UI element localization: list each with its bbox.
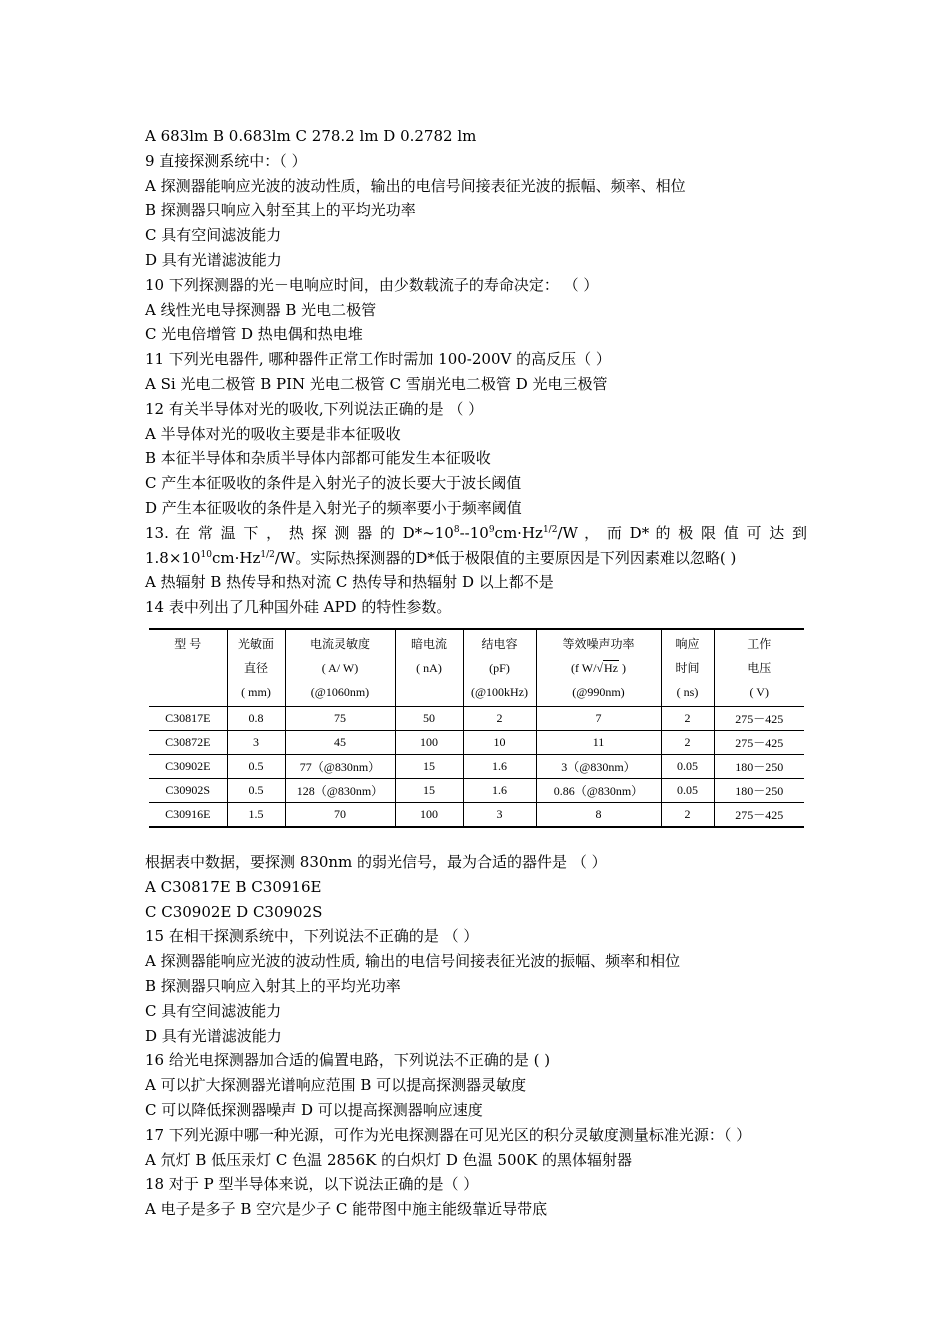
table-cell: 15: [395, 754, 463, 778]
table-cell: 50: [395, 706, 463, 730]
table-row: [149, 778, 804, 802]
text-line: D 产生本征吸收的条件是入射光子的频率要小于频率阈值: [145, 498, 522, 517]
nep-unit-sqrt: Hz: [604, 660, 619, 675]
table-cell: 2: [463, 706, 536, 730]
nep-unit-prefix: (f W/: [570, 660, 597, 675]
table-body: [149, 706, 804, 827]
table-header-cell: [395, 629, 463, 707]
header-line: (@990nm): [572, 684, 625, 699]
table-cell: 0.8: [227, 706, 285, 730]
header-line: 响应: [675, 636, 700, 651]
table-header-cell: [227, 629, 285, 707]
table-cell: 180－250: [714, 754, 804, 778]
table-header-cell: [463, 629, 536, 707]
table-cell: 3: [227, 730, 285, 754]
table-header-cell: [149, 629, 227, 707]
text-line: A 线性光电导探测器 B 光电二极管: [145, 300, 377, 319]
table-cell: C30902S: [149, 778, 227, 802]
header-line: ( mm): [241, 684, 271, 699]
text-line: A 电子是多子 B 空穴是少子 C 能带图中施主能级靠近导带底: [145, 1200, 548, 1219]
header-line: (pF): [489, 660, 510, 675]
text-line: A C30817E B C30916E: [145, 877, 322, 896]
header-line: 光敏面: [237, 636, 274, 651]
exam-page: [145, 124, 807, 1222]
header-line: [149, 680, 227, 704]
table-cell: 7: [536, 706, 661, 730]
table-cell: 1.6: [463, 754, 536, 778]
table-cell: 10: [463, 730, 536, 754]
header-line: (@1060nm): [310, 684, 370, 699]
text-line: 根据表中数据，要探测 830nm 的弱光信号，最为合适的器件是 （ ）: [145, 852, 607, 871]
table-cell: 275－425: [714, 802, 804, 827]
table-cell: 275－425: [714, 706, 804, 730]
table-cell: 2: [661, 802, 714, 827]
table-cell: 128（@830nm）: [285, 778, 395, 802]
table-cell: 77（@830nm）: [285, 754, 395, 778]
question-13-line-1: 13. 在 常 温 下 ， 热 探 测 器 的 $D*\sim 10^8--10^9cm\cdot Hz^{1/2}/W$ ， 而 D* 的 极 限 值 可 达 到: [145, 523, 807, 542]
header-line: 电流灵敏度: [309, 636, 370, 651]
text-line: 15 在相干探测系统中，下列说法不正确的是 （ ）: [145, 927, 479, 946]
table-row: [149, 802, 804, 827]
text-line: 16 给光电探测器加合适的偏置电路，下列说法不正确的是 ( ): [145, 1051, 551, 1070]
header-line: ( ns): [676, 684, 699, 699]
text-line: A 683lm B 0.683lm C 278.2 lm D 0.2782 lm: [145, 127, 477, 145]
table-cell: 0.5: [227, 754, 285, 778]
question-13: [145, 521, 807, 571]
nep-unit-suffix: ): [619, 660, 627, 675]
table-header-cell: [536, 629, 661, 707]
text-line: A 半导体对光的吸收主要是非本征吸收: [145, 424, 401, 443]
table-cell: 100: [395, 730, 463, 754]
table-cell: 15: [395, 778, 463, 802]
table-cell: C30872E: [149, 730, 227, 754]
table-cell: 75: [285, 706, 395, 730]
table-header-cell: [661, 629, 714, 707]
table-cell: 0.05: [661, 754, 714, 778]
header-line: 时间: [675, 660, 700, 675]
table-header-row: [149, 629, 804, 707]
table-cell: 3（@830nm）: [536, 754, 661, 778]
table-row: [149, 730, 804, 754]
header-line: 结电容: [481, 636, 518, 651]
table-cell: 2: [661, 730, 714, 754]
text-line: B 探测器只响应入射至其上的平均光功率: [145, 201, 416, 220]
table-cell: 8: [536, 802, 661, 827]
question-13-options-and-14: [145, 570, 807, 620]
header-line: ( nA): [416, 660, 442, 675]
text-line: C C30902E D C30902S: [145, 902, 323, 921]
text-line: 18 对于 P 型半导体来说，以下说法正确的是（ ）: [145, 1175, 479, 1194]
header-line: 直径: [243, 660, 268, 675]
question-13-line-2: $1.8\times 10^{10}cm\cdot Hz^{1/2}/W$。实际热探测器的D*低于极限值的主要原因是下列因素难以忽略( ): [145, 548, 737, 567]
text-line: A 热辐射 B 热传导和热对流 C 热传导和热辐射 D 以上都不是: [145, 573, 554, 592]
text-line: 10 下列探测器的光－电响应时间，由少数载流子的寿命决定： （ ）: [145, 275, 599, 294]
header-line: 工作: [747, 636, 772, 651]
header-line: ( V): [749, 684, 769, 699]
table-row: [149, 706, 804, 730]
header-line: (@100kHz): [470, 684, 529, 699]
text-line: C 具有空间滤波能力: [145, 1001, 282, 1020]
text-line: A 探测器能响应光波的波动性质，输出的电信号间接表征光波的振幅、频率、相位: [145, 176, 686, 195]
table-cell: 45: [285, 730, 395, 754]
header-line: 暗电流: [410, 636, 447, 651]
header-line: [149, 656, 227, 680]
table-cell: 11: [536, 730, 661, 754]
table-header-cell: [714, 629, 804, 707]
text-line: A Si 光电二极管 B PIN 光电二极管 C 雪崩光电二极管 D 光电三极管: [145, 374, 608, 393]
text-line: 17 下列光源中哪一种光源，可作为光电探测器在可见光区的积分灵敏度测量标准光源：（ ）: [145, 1125, 752, 1144]
header-line: 电压: [747, 660, 772, 675]
table-cell: 2: [661, 706, 714, 730]
header-line: 等效噪声功率: [562, 636, 635, 651]
text-line: D 具有光谱滤波能力: [145, 250, 282, 269]
text-line: B 本征半导体和杂质半导体内部都可能发生本征吸收: [145, 449, 491, 468]
text-line: 11 下列光电器件, 哪种器件正常工作时需加 100-200V 的高反压（ ）: [145, 350, 611, 369]
apd-parameter-table: [149, 628, 804, 828]
table-cell: 1.6: [463, 778, 536, 802]
text-line: A 氘灯 B 低压汞灯 C 色温 2856K 的白炽灯 D 色温 500K 的黑体辐射器: [145, 1150, 633, 1169]
sqrt-symbol: √: [596, 660, 604, 675]
text-line: C 产生本征吸收的条件是入射光子的波长要大于波长阈值: [145, 474, 522, 493]
table-cell: 0.05: [661, 778, 714, 802]
text-line: B 探测器只响应入射其上的平均光功率: [145, 976, 401, 995]
questions-8-to-12: [145, 124, 807, 521]
text-line: C 可以降低探测器噪声 D 可以提高探测器响应速度: [145, 1100, 483, 1119]
table-header-cell: [285, 629, 395, 707]
table-cell: C30817E: [149, 706, 227, 730]
text-line: C 光电倍增管 D 热电偶和热电堆: [145, 325, 363, 344]
header-line: ( A/ W): [321, 660, 359, 675]
table-cell: 275－425: [714, 730, 804, 754]
text-line: A 可以扩大探测器光谱响应范围 B 可以提高探测器灵敏度: [145, 1076, 527, 1095]
table-cell: 0.5: [227, 778, 285, 802]
text-line: A 探测器能响应光波的波动性质, 输出的电信号间接表征光波的振幅、频率和相位: [145, 952, 681, 971]
text-line: 14 表中列出了几种国外硅 APD 的特性参数。: [145, 598, 452, 617]
table-cell: C30902E: [149, 754, 227, 778]
header-line: 型 号: [174, 636, 202, 651]
table-cell: 1.5: [227, 802, 285, 827]
text-line: C 具有空间滤波能力: [145, 226, 282, 245]
table-cell: 0.86（@830nm）: [536, 778, 661, 802]
nep-unit: [537, 656, 661, 680]
text-line: 9 直接探测系统中：（ ）: [145, 151, 307, 170]
text-line: 12 有关半导体对光的吸收,下列说法正确的是 （ ）: [145, 399, 484, 418]
questions-14-to-18: [145, 850, 807, 1222]
table-row: [149, 754, 804, 778]
table-cell: 180－250: [714, 778, 804, 802]
table-cell: 3: [463, 802, 536, 827]
table-cell: C30916E: [149, 802, 227, 827]
text-line: D 具有光谱滤波能力: [145, 1026, 282, 1045]
header-line: [396, 680, 463, 704]
table-cell: 70: [285, 802, 395, 827]
table-cell: 100: [395, 802, 463, 827]
